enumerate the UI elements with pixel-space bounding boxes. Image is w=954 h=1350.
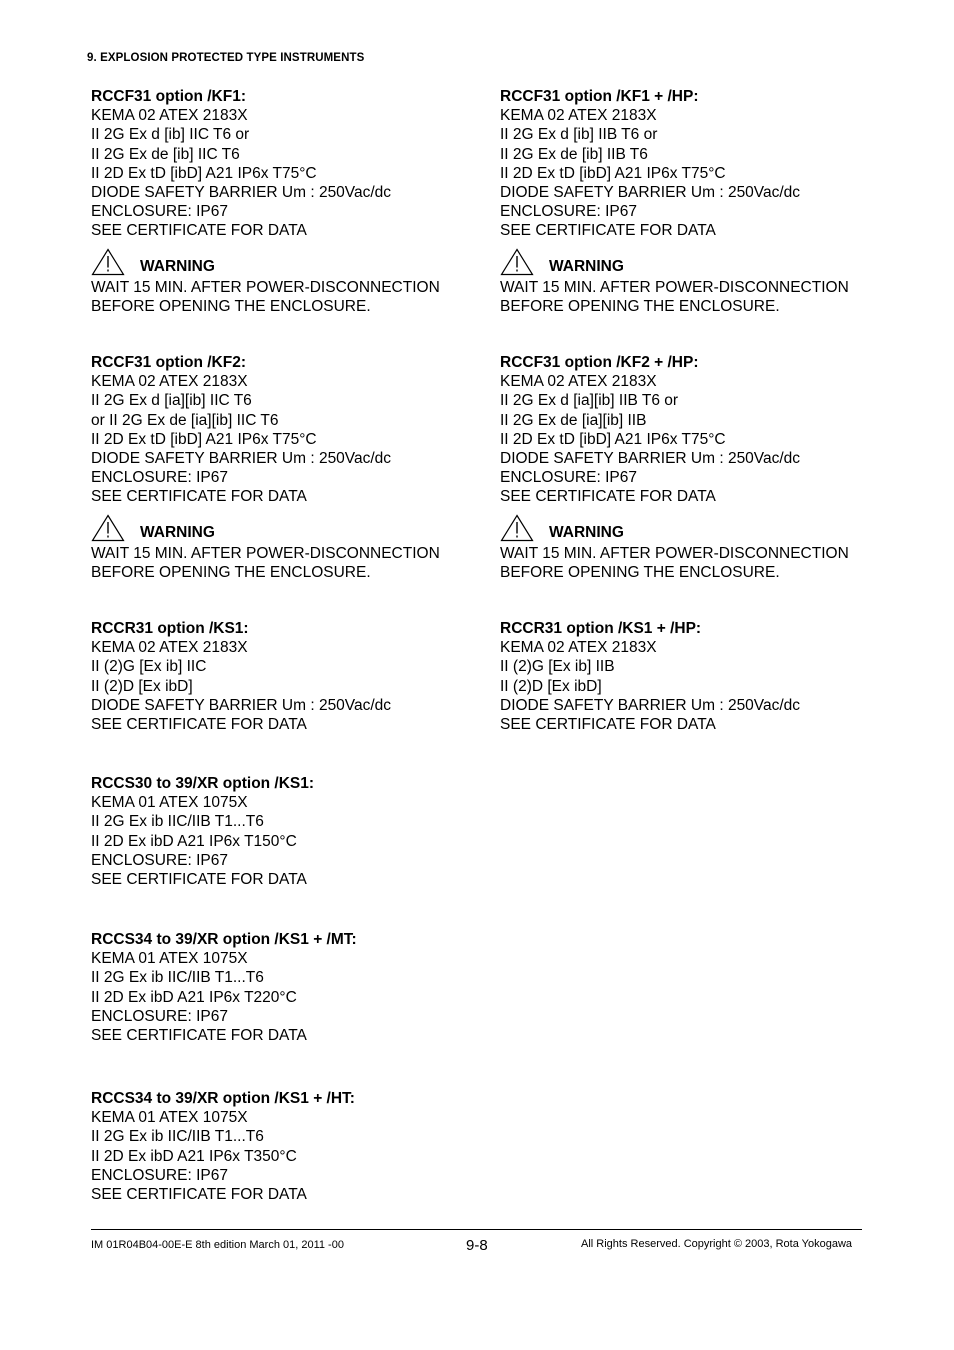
warning-row <box>91 508 440 542</box>
block-line: II 2G Ex ib IIC/IIB T1...T6 <box>91 1128 264 1146</box>
block-line: ENCLOSURE: IP67 <box>91 851 228 869</box>
block-line: II 2D Ex ibD A21 IP6x T220°C <box>91 988 297 1006</box>
block-line: ENCLOSURE: IP67 <box>500 469 637 487</box>
warning-text: WAIT 15 MIN. AFTER POWER-DISCONNECTION <box>500 544 849 562</box>
warning-text: BEFORE OPENING THE ENCLOSURE. <box>500 297 780 315</box>
block-line: II (2)G [Ex ib] IIB <box>500 658 615 676</box>
block-line: SEE CERTIFICATE FOR DATA <box>91 871 307 889</box>
block-line: SEE CERTIFICATE FOR DATA <box>91 222 307 240</box>
section-header: 9. EXPLOSION PROTECTED TYPE INSTRUMENTS <box>87 52 365 64</box>
block-title: RCCF31 option /KF2: <box>91 354 246 371</box>
block-line: II 2G Ex d [ib] IIB T6 or <box>500 126 658 144</box>
block-line: KEMA 01 ATEX 1075X <box>91 950 248 968</box>
block-line: ENCLOSURE: IP67 <box>91 1007 228 1025</box>
warning-text: WAIT 15 MIN. AFTER POWER-DISCONNECTION <box>500 278 849 296</box>
block-line: DIODE SAFETY BARRIER Um : 250Vac/dc <box>500 450 801 468</box>
block-line: II 2D Ex ibD A21 IP6x T350°C <box>91 1147 297 1165</box>
block-line: SEE CERTIFICATE FOR DATA <box>91 488 307 506</box>
block-rccf31-kf2 <box>91 353 440 582</box>
block-line: ENCLOSURE: IP67 <box>500 203 637 221</box>
warning-triangle-icon <box>91 248 125 276</box>
block-line: SEE CERTIFICATE FOR DATA <box>91 716 307 734</box>
block-line: DIODE SAFETY BARRIER Um : 250Vac/dc <box>91 450 392 468</box>
block-line: KEMA 02 ATEX 2183X <box>91 639 248 657</box>
block-title: RCCS30 to 39/XR option /KS1: <box>91 775 315 792</box>
footer-copyright: All Rights Reserved. Copyright © 2003, Rota Yokogawa <box>581 1238 853 1250</box>
block-line: DIODE SAFETY BARRIER Um : 250Vac/dc <box>91 184 392 202</box>
warning-text: WAIT 15 MIN. AFTER POWER-DISCONNECTION <box>91 544 440 562</box>
block-rccf31-kf1-hp <box>500 87 849 316</box>
block-line: II 2G Ex de [ib] IIC T6 <box>91 145 240 163</box>
warning-label: WARNING <box>549 257 624 275</box>
block-line: II 2G Ex de [ia][ib] IIB <box>500 411 647 429</box>
warning-triangle-icon <box>500 514 534 542</box>
block-line: II 2G Ex ib IIC/IIB T1...T6 <box>91 969 264 987</box>
block-line: SEE CERTIFICATE FOR DATA <box>500 222 716 240</box>
warning-label: WARNING <box>140 257 215 275</box>
block-line: II (2)D [Ex ibD] <box>91 677 193 695</box>
block-rccf31-kf1 <box>91 87 440 316</box>
block-line: DIODE SAFETY BARRIER Um : 250Vac/dc <box>500 184 801 202</box>
block-line: SEE CERTIFICATE FOR DATA <box>500 716 716 734</box>
warning-text: BEFORE OPENING THE ENCLOSURE. <box>91 563 371 581</box>
warning-text: BEFORE OPENING THE ENCLOSURE. <box>91 297 371 315</box>
warning-triangle-icon <box>500 248 534 276</box>
block-line: SEE CERTIFICATE FOR DATA <box>91 1186 307 1204</box>
block-line: KEMA 02 ATEX 2183X <box>91 373 248 391</box>
warning-row <box>500 508 849 542</box>
warning-label: WARNING <box>140 523 215 541</box>
block-title: RCCS34 to 39/XR option /KS1 + /MT: <box>91 931 357 948</box>
block-title: RCCF31 option /KF2 + /HP: <box>500 354 699 371</box>
block-rccr31-ks1-hp <box>500 619 800 734</box>
block-line: II 2D Ex tD [ibD] A21 IP6x T75°C <box>91 430 317 448</box>
block-line: KEMA 02 ATEX 2183X <box>500 639 657 657</box>
block-line: II 2D Ex ibD A21 IP6x T150°C <box>91 832 297 850</box>
block-title: RCCR31 option /KS1 + /HP: <box>500 620 702 637</box>
warning-row <box>500 242 849 276</box>
block-line: II 2D Ex tD [ibD] A21 IP6x T75°C <box>91 164 317 182</box>
block-line: SEE CERTIFICATE FOR DATA <box>91 1027 307 1045</box>
block-rccf31-kf2-hp <box>500 353 849 582</box>
footer-divider <box>91 1229 862 1230</box>
block-line: DIODE SAFETY BARRIER Um : 250Vac/dc <box>500 696 801 714</box>
block-line: or II 2G Ex de [ia][ib] IIC T6 <box>91 411 279 429</box>
block-line: II 2D Ex tD [ibD] A21 IP6x T75°C <box>500 430 726 448</box>
block-line: SEE CERTIFICATE FOR DATA <box>500 488 716 506</box>
block-line: II 2G Ex d [ib] IIC T6 or <box>91 126 250 144</box>
warning-label: WARNING <box>549 523 624 541</box>
block-line: II (2)G [Ex ib] IIC <box>91 658 207 676</box>
block-line: KEMA 02 ATEX 2183X <box>91 107 248 125</box>
block-line: KEMA 01 ATEX 1075X <box>91 1109 248 1127</box>
warning-row <box>91 242 440 276</box>
block-line: ENCLOSURE: IP67 <box>91 203 228 221</box>
block-line: II (2)D [Ex ibD] <box>500 677 602 695</box>
block-line: II 2G Ex d [ia][ib] IIB T6 or <box>500 392 679 410</box>
block-line: II 2G Ex d [ia][ib] IIC T6 <box>91 392 252 410</box>
block-line: II 2D Ex tD [ibD] A21 IP6x T75°C <box>500 164 726 182</box>
warning-text: WAIT 15 MIN. AFTER POWER-DISCONNECTION <box>91 278 440 296</box>
block-title: RCCF31 option /KF1: <box>91 88 246 105</box>
block-line: DIODE SAFETY BARRIER Um : 250Vac/dc <box>91 696 392 714</box>
block-line: KEMA 02 ATEX 2183X <box>500 373 657 391</box>
block-rccs34-ks1-mt <box>91 930 357 1045</box>
block-title: RCCF31 option /KF1 + /HP: <box>500 88 699 105</box>
block-line: KEMA 02 ATEX 2183X <box>500 107 657 125</box>
block-rccs34-ks1-ht <box>91 1089 355 1204</box>
block-title: RCCS34 to 39/XR option /KS1 + /HT: <box>91 1090 355 1107</box>
block-line: KEMA 01 ATEX 1075X <box>91 794 248 812</box>
footer-page-number: 9-8 <box>466 1237 488 1254</box>
warning-text: BEFORE OPENING THE ENCLOSURE. <box>500 563 780 581</box>
block-line: ENCLOSURE: IP67 <box>91 469 228 487</box>
block-title: RCCR31 option /KS1: <box>91 620 249 637</box>
block-rccs30-ks1 <box>91 774 314 889</box>
footer-doc-id: IM 01R04B04-00E-E 8th edition March 01, 2011 -00 <box>91 1239 344 1251</box>
block-rccr31-ks1 <box>91 619 391 734</box>
block-line: ENCLOSURE: IP67 <box>91 1166 228 1184</box>
block-line: II 2G Ex de [ib] IIB T6 <box>500 145 648 163</box>
warning-triangle-icon <box>91 514 125 542</box>
block-line: II 2G Ex ib IIC/IIB T1...T6 <box>91 813 264 831</box>
